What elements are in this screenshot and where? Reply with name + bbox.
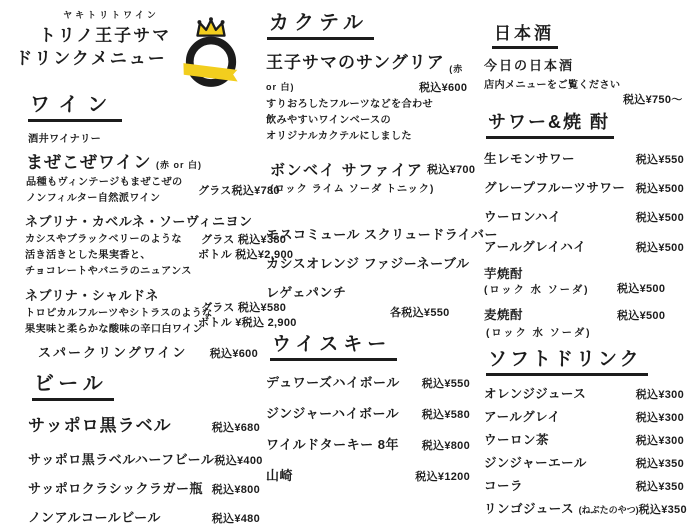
item-sub: (ねぶたのやつ): [578, 505, 639, 516]
sake-today: 今日の日本酒: [484, 58, 575, 74]
item-name: サッポロクラシックラガー瓶: [28, 480, 203, 496]
item-name: スパークリングワイン: [38, 344, 188, 360]
item-note: (赤 or 白): [155, 159, 202, 170]
sake-price: 税込¥750〜: [623, 94, 683, 107]
item-name: ジンジャーハイボール: [266, 406, 400, 422]
item-desc: オリジナルカクテルにしました: [266, 130, 412, 142]
menu-item: [484, 407, 684, 425]
item-note: (赤 or 白): [266, 64, 464, 92]
item-price-bottle: ボトル 税込¥2,900: [198, 249, 294, 262]
item-sub: (ロック 水 ソーダ): [486, 327, 592, 339]
brand-tagline: ヤキトリトワイン: [63, 10, 159, 20]
item-name: ボンベイ サファイア: [270, 162, 424, 180]
item-name: サッポロ黒ラベルハーフビール: [28, 451, 215, 467]
menu-item-sparkling: [38, 342, 258, 361]
item-name: まぜこぜワイン: [26, 152, 152, 172]
item-name: リンゴジュース: [484, 502, 575, 517]
whiskey-heading: ウイスキー: [270, 334, 397, 361]
menu-item-chardonnay: [25, 285, 297, 338]
item-price: 税込¥300: [635, 435, 684, 448]
item-price: 税込¥580: [421, 409, 470, 422]
menu-item-imo: [484, 264, 692, 299]
item-price: 税込¥500: [635, 182, 684, 195]
beer-heading: ビール: [32, 373, 114, 401]
menu-item: [266, 403, 470, 422]
sake-note: 店内メニューをご覧ください: [484, 80, 621, 92]
menu-item-apple-juice: [484, 499, 687, 518]
menu-item: [484, 453, 684, 471]
item-desc: トロピカルフルーツやシトラスのような: [25, 307, 213, 319]
sake-heading: 日本酒: [492, 24, 558, 49]
menu-item: [28, 449, 263, 468]
item-price-glass: グラス 税込¥380: [201, 234, 287, 247]
cocktail-section: [262, 12, 499, 320]
menu-item: [484, 149, 684, 167]
menu-item: [28, 411, 260, 436]
menu-item: [28, 478, 260, 497]
menu-item-mazekoze: [26, 148, 280, 207]
item-price-glass: グラス 税込¥580: [201, 301, 287, 314]
item-name: ジンジャーエール: [484, 456, 587, 471]
group-price: 各税込¥550: [390, 307, 450, 320]
item-name: グレープフルーツサワー: [484, 180, 626, 195]
item-sub: (ロック 水 ソーダ): [484, 284, 590, 296]
item-price-bottle: ボトル ¥税込 2,900: [198, 316, 297, 329]
item-desc: 活き活きとした果実香と、: [25, 250, 151, 262]
item-price: 税込¥550: [635, 153, 684, 166]
wine-section: [16, 94, 297, 361]
sake-section: [484, 24, 692, 107]
brand-header: [16, 8, 264, 94]
menu-item: [28, 507, 260, 526]
item-desc: チョコレートやバニラのニュアンス: [25, 266, 192, 278]
menu-item: [266, 465, 470, 484]
menu-item: [484, 207, 684, 225]
item-price: グラス税込¥780: [198, 184, 280, 197]
item-price: 税込¥600: [419, 82, 468, 94]
wine-heading: ワイン: [28, 94, 122, 122]
soft-drink-section: [484, 349, 692, 518]
item-name: モスコミュール スクリュードライバー: [266, 227, 499, 243]
menu-item-mugi: [484, 305, 692, 342]
item-name: ワイルドターキー 8年: [266, 437, 399, 453]
item-name: アールグレイ: [484, 410, 561, 425]
item-price: 税込¥500: [617, 282, 666, 295]
right-column: [484, 24, 692, 518]
item-name: 麦焼酎: [484, 307, 524, 322]
item-name: カシスオレンジ ファジーネーブル: [266, 256, 470, 272]
brand-title-line1: トリノ王子サマ: [38, 26, 172, 45]
cocktail-standards: [266, 224, 499, 320]
item-price: 税込¥500: [617, 309, 666, 322]
item-price: 税込¥480: [211, 512, 260, 525]
whiskey-section: [262, 334, 477, 484]
item-name: ノンアルコールビール: [28, 509, 161, 525]
item-desc: カシスやブラックベリーのような: [25, 234, 182, 246]
item-name: サッポロ黒ラベル: [28, 415, 172, 435]
menu-item-cabernet: [25, 211, 294, 279]
item-name: ネブリナ・カベルネ・ソーヴィニヨン: [25, 214, 253, 230]
sour-section: [484, 112, 692, 341]
sour-heading: サワー&焼 酎: [486, 112, 614, 139]
item-price: 税込¥350: [635, 458, 684, 471]
item-price: 税込¥1200: [415, 471, 470, 484]
menu-item-bombay: [270, 159, 477, 198]
item-price: 税込¥600: [209, 347, 258, 360]
item-price: 税込¥350: [638, 504, 687, 517]
menu-item: [484, 476, 684, 494]
item-price: 税込¥800: [421, 440, 470, 453]
item-price: 税込¥300: [635, 412, 684, 425]
item-name: 山崎: [266, 468, 294, 484]
item-name: 生レモンサワー: [484, 151, 576, 166]
item-desc: すりおろしたフルーツなどを合わせ: [266, 99, 433, 110]
item-name: コーラ: [484, 479, 524, 494]
menu-item: [266, 434, 470, 453]
beer-section: [16, 373, 264, 526]
soft-heading: ソフトドリンク: [486, 349, 648, 376]
item-desc: ノンフィルター自然派ワイン: [26, 192, 161, 204]
item-name: ウーロンハイ: [484, 209, 562, 224]
item-price: 税込¥680: [211, 421, 260, 434]
item-price: 税込¥700: [427, 164, 476, 177]
item-price: 税込¥400: [214, 454, 263, 467]
item-sub: (ロック ライム ソーダ トニック): [270, 184, 435, 196]
item-desc: 品種もヴィンテージもまぜこぜの: [26, 176, 183, 188]
item-price: 税込¥300: [635, 389, 684, 402]
brand-title-line2: ドリンクメニュー: [15, 48, 167, 68]
menu-item: [484, 178, 684, 196]
item-name: レゲェパンチ: [266, 285, 347, 301]
menu-item: [266, 372, 470, 391]
middle-column: [262, 12, 499, 484]
item-name: アールグレイハイ: [484, 239, 587, 254]
item-name: ウーロン茶: [484, 433, 550, 448]
item-name: 芋焼酎: [484, 266, 524, 281]
item-desc: 飲みやすいワインベースの: [266, 114, 392, 126]
menu-item: [484, 237, 684, 255]
cocktail-heading: カクテル: [267, 12, 374, 40]
menu-item: [484, 384, 684, 402]
crowned-bird-logo-icon: [182, 16, 240, 97]
menu-item: [484, 430, 684, 448]
item-name: 王子サマのサングリア: [266, 53, 445, 72]
item-price: 税込¥350: [635, 481, 684, 494]
menu-item-sangria: [266, 48, 477, 144]
item-price: 税込¥800: [211, 483, 260, 496]
item-name: デュワーズハイボール: [266, 375, 400, 391]
item-price: 税込¥550: [421, 378, 470, 391]
winery-label: 酒井ワイナリー: [28, 134, 102, 145]
item-price: 税込¥500: [635, 241, 684, 254]
item-name: オレンジジュース: [484, 387, 587, 402]
item-price: 税込¥500: [635, 211, 684, 224]
item-name: ネブリナ・シャルドネ: [25, 287, 159, 303]
item-desc: 果実味と柔らかな酸味の辛口白ワイン: [25, 323, 203, 335]
